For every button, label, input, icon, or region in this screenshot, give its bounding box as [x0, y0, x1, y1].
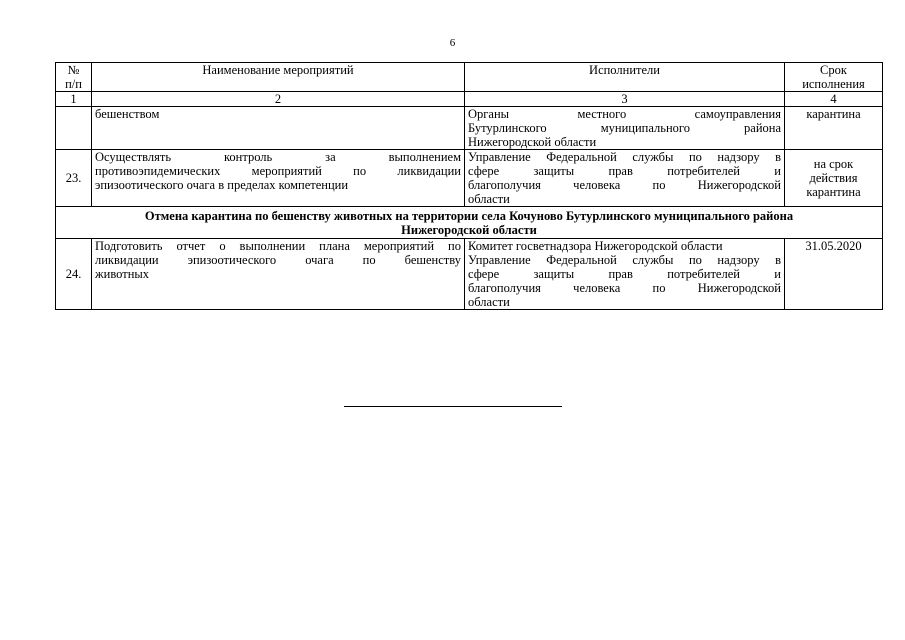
section-heading-row	[56, 207, 883, 239]
row-executors	[465, 150, 785, 207]
activities-table	[55, 62, 883, 310]
row-executors-line: области	[468, 295, 510, 309]
row-executors-line: Бутурлинского муниципального района	[468, 121, 781, 135]
row-activity-line: ликвидации эпизоотического очага по бешенству	[95, 253, 461, 267]
section-heading-line-2: Нижегородской области	[401, 223, 537, 237]
table-row	[56, 150, 883, 207]
row-activity	[92, 107, 465, 150]
footer-separator-line	[344, 406, 562, 407]
column-number-2: 2	[92, 92, 465, 107]
row-number: 24.	[56, 239, 92, 310]
row-activity	[92, 150, 465, 207]
header-deadline	[785, 63, 883, 92]
section-heading-line-1: Отмена карантина по бешенству животных на территории села Кочуново Бутурлинского муниципального района	[144, 209, 794, 223]
row-executors-line: Комитет госветнадзора Нижегородской области	[468, 239, 723, 253]
row-executors-line: Нижегородской области	[468, 135, 597, 149]
section-heading	[56, 207, 883, 239]
row-activity-line: животных	[95, 267, 150, 281]
header-number-line-2: п/п	[65, 77, 82, 91]
row-deadline: 31.05.2020	[785, 239, 883, 310]
header-executors: Исполнители	[465, 63, 785, 92]
row-executors-line: сфере защиты прав потребителей и	[468, 164, 781, 178]
row-deadline-line: на срок	[813, 157, 854, 171]
header-number	[56, 63, 92, 92]
row-executors-line: области	[468, 192, 510, 206]
table-row	[56, 239, 883, 310]
row-executors	[465, 107, 785, 150]
row-deadline-line: карантина	[806, 185, 861, 199]
header-deadline-line-1: Срок	[820, 63, 847, 77]
row-executors-line: Управление Федеральной службы по надзору в	[468, 253, 781, 267]
column-number-row	[56, 92, 883, 107]
row-executors-line: Управление Федеральной службы по надзору в	[468, 150, 781, 164]
row-activity-line: противоэпидемических мероприятий по ликвидации	[95, 164, 461, 178]
row-deadline	[785, 107, 883, 150]
row-executors-line: благополучия человека по Нижегородской	[468, 178, 781, 192]
table-row	[56, 107, 883, 150]
row-executors	[465, 239, 785, 310]
column-number-4: 4	[785, 92, 883, 107]
header-number-line-1: №	[67, 63, 80, 77]
row-activity-line: бешенством	[95, 107, 160, 121]
column-number-1: 1	[56, 92, 92, 107]
header-activity: Наименование мероприятий	[92, 63, 465, 92]
row-number	[56, 107, 92, 150]
row-activity	[92, 239, 465, 310]
row-executors-line: Органы местного самоуправления	[468, 107, 781, 121]
row-deadline-line: карантина	[806, 107, 861, 121]
table-header-row	[56, 63, 883, 92]
header-deadline-line-2: исполнения	[802, 77, 865, 91]
row-activity-line: эпизоотического очага в пределах компетенции	[95, 178, 349, 192]
row-executors-line: благополучия человека по Нижегородской	[468, 281, 781, 295]
row-number: 23.	[56, 150, 92, 207]
row-deadline-line: действия	[809, 171, 858, 185]
row-activity-line: Подготовить отчет о выполнении плана мероприятий по	[95, 239, 461, 253]
row-deadline	[785, 150, 883, 207]
row-activity-line: Осуществлять контроль за выполнением	[95, 150, 461, 164]
page-number: 6	[449, 37, 456, 49]
column-number-3: 3	[465, 92, 785, 107]
row-executors-line: сфере защиты прав потребителей и	[468, 267, 781, 281]
